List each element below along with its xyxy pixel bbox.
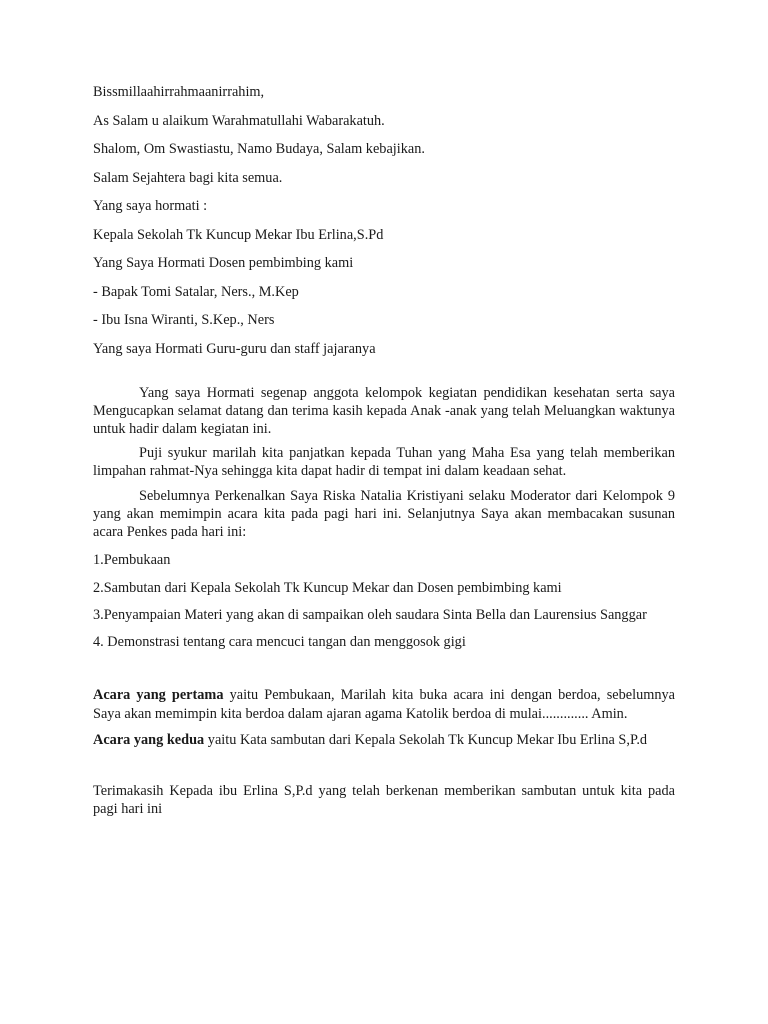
greeting-line: - Bapak Tomi Satalar, Ners., M.Kep: [93, 283, 299, 300]
agenda-list: [93, 552, 675, 651]
agenda-item: 4. Demonstrasi tentang cara mencuci tangan dan menggosok gigi: [93, 634, 466, 651]
paragraph-gratitude: Puji syukur marilah kita panjatkan kepada Tuhan yang Maha Esa yang telah memberikan limpahan rahmat-Nya sehingga kita dapat hadir di tempat ini dalam keadaan sehat.: [93, 445, 675, 480]
acara-second-label: Acara yang kedua: [93, 731, 205, 748]
greeting-line: Bissmillaahirrahmaanirrahim,: [93, 84, 265, 100]
greeting-line: - Ibu Isna Wiranti, S.Kep., Ners: [93, 312, 275, 328]
paragraph-welcome: Yang saya Hormati segenap anggota kelompok kegiatan pendidikan kesehatan serta saya Mengucapkan selamat datang dan terima kasih kepada Anak -anak yang telah Meluangkan waktunya untuk hadir dalam kegiatan ini.: [93, 384, 675, 437]
acara-second-text: yaitu Kata sambutan dari Kepala Sekolah Tk Kuncup Mekar Ibu Erlina S,P.d: [204, 731, 648, 748]
agenda-item: 3.Penyampaian Materi yang akan di sampaikan oleh saudara Sinta Bella dan Laurensius Sanggar: [93, 607, 647, 624]
acara-first-label: Acara yang pertama: [93, 687, 224, 704]
agenda-item: 1.Pembukaan: [93, 552, 171, 569]
acara-second: [93, 731, 675, 749]
greeting-line: As Salam u alaikum Warahmatullahi Wabarakatuh.: [93, 112, 385, 129]
greetings-block: [93, 84, 675, 358]
greeting-line: Yang saya hormati :: [93, 198, 208, 214]
closing-paragraph: Terimakasih Kepada ibu Erlina S,P.d yang telah berkenan memberikan sambutan untuk kita pada pagi hari ini: [93, 782, 675, 818]
greeting-line: Kepala Sekolah Tk Kuncup Mekar Ibu Erlina,S.Pd: [93, 226, 384, 243]
greeting-line: Salam Sejahtera bagi kita semua.: [93, 169, 283, 186]
greeting-line: Yang Saya Hormati Dosen pembimbing kami: [93, 255, 354, 271]
acara-first: [93, 686, 675, 722]
acara-first-text: yaitu Pembukaan, Marilah kita buka acara ini dengan berdoa, sebelumnya Saya akan memimpin kita berdoa dalam ajaran agama Katolik berdoa di mulai............. Amin.: [93, 687, 676, 722]
agenda-item: 2.Sambutan dari Kepala Sekolah Tk Kuncup Mekar dan Dosen pembimbing kami: [93, 580, 562, 597]
greeting-line: Yang saya Hormati Guru-guru dan staff jajaranya: [93, 340, 376, 357]
greeting-line: Shalom, Om Swastiastu, Namo Budaya, Salam kebajikan.: [93, 141, 425, 157]
paragraph-introduction: Sebelumnya Perkenalkan Saya Riska Natalia Kristiyani selaku Moderator dari Kelompok 9 yang akan memimpin acara kita pada pagi hari ini. Selanjutnya Saya akan membacakan susunan acara Penkes pada hari ini:: [93, 487, 675, 540]
document-page: [93, 84, 675, 818]
